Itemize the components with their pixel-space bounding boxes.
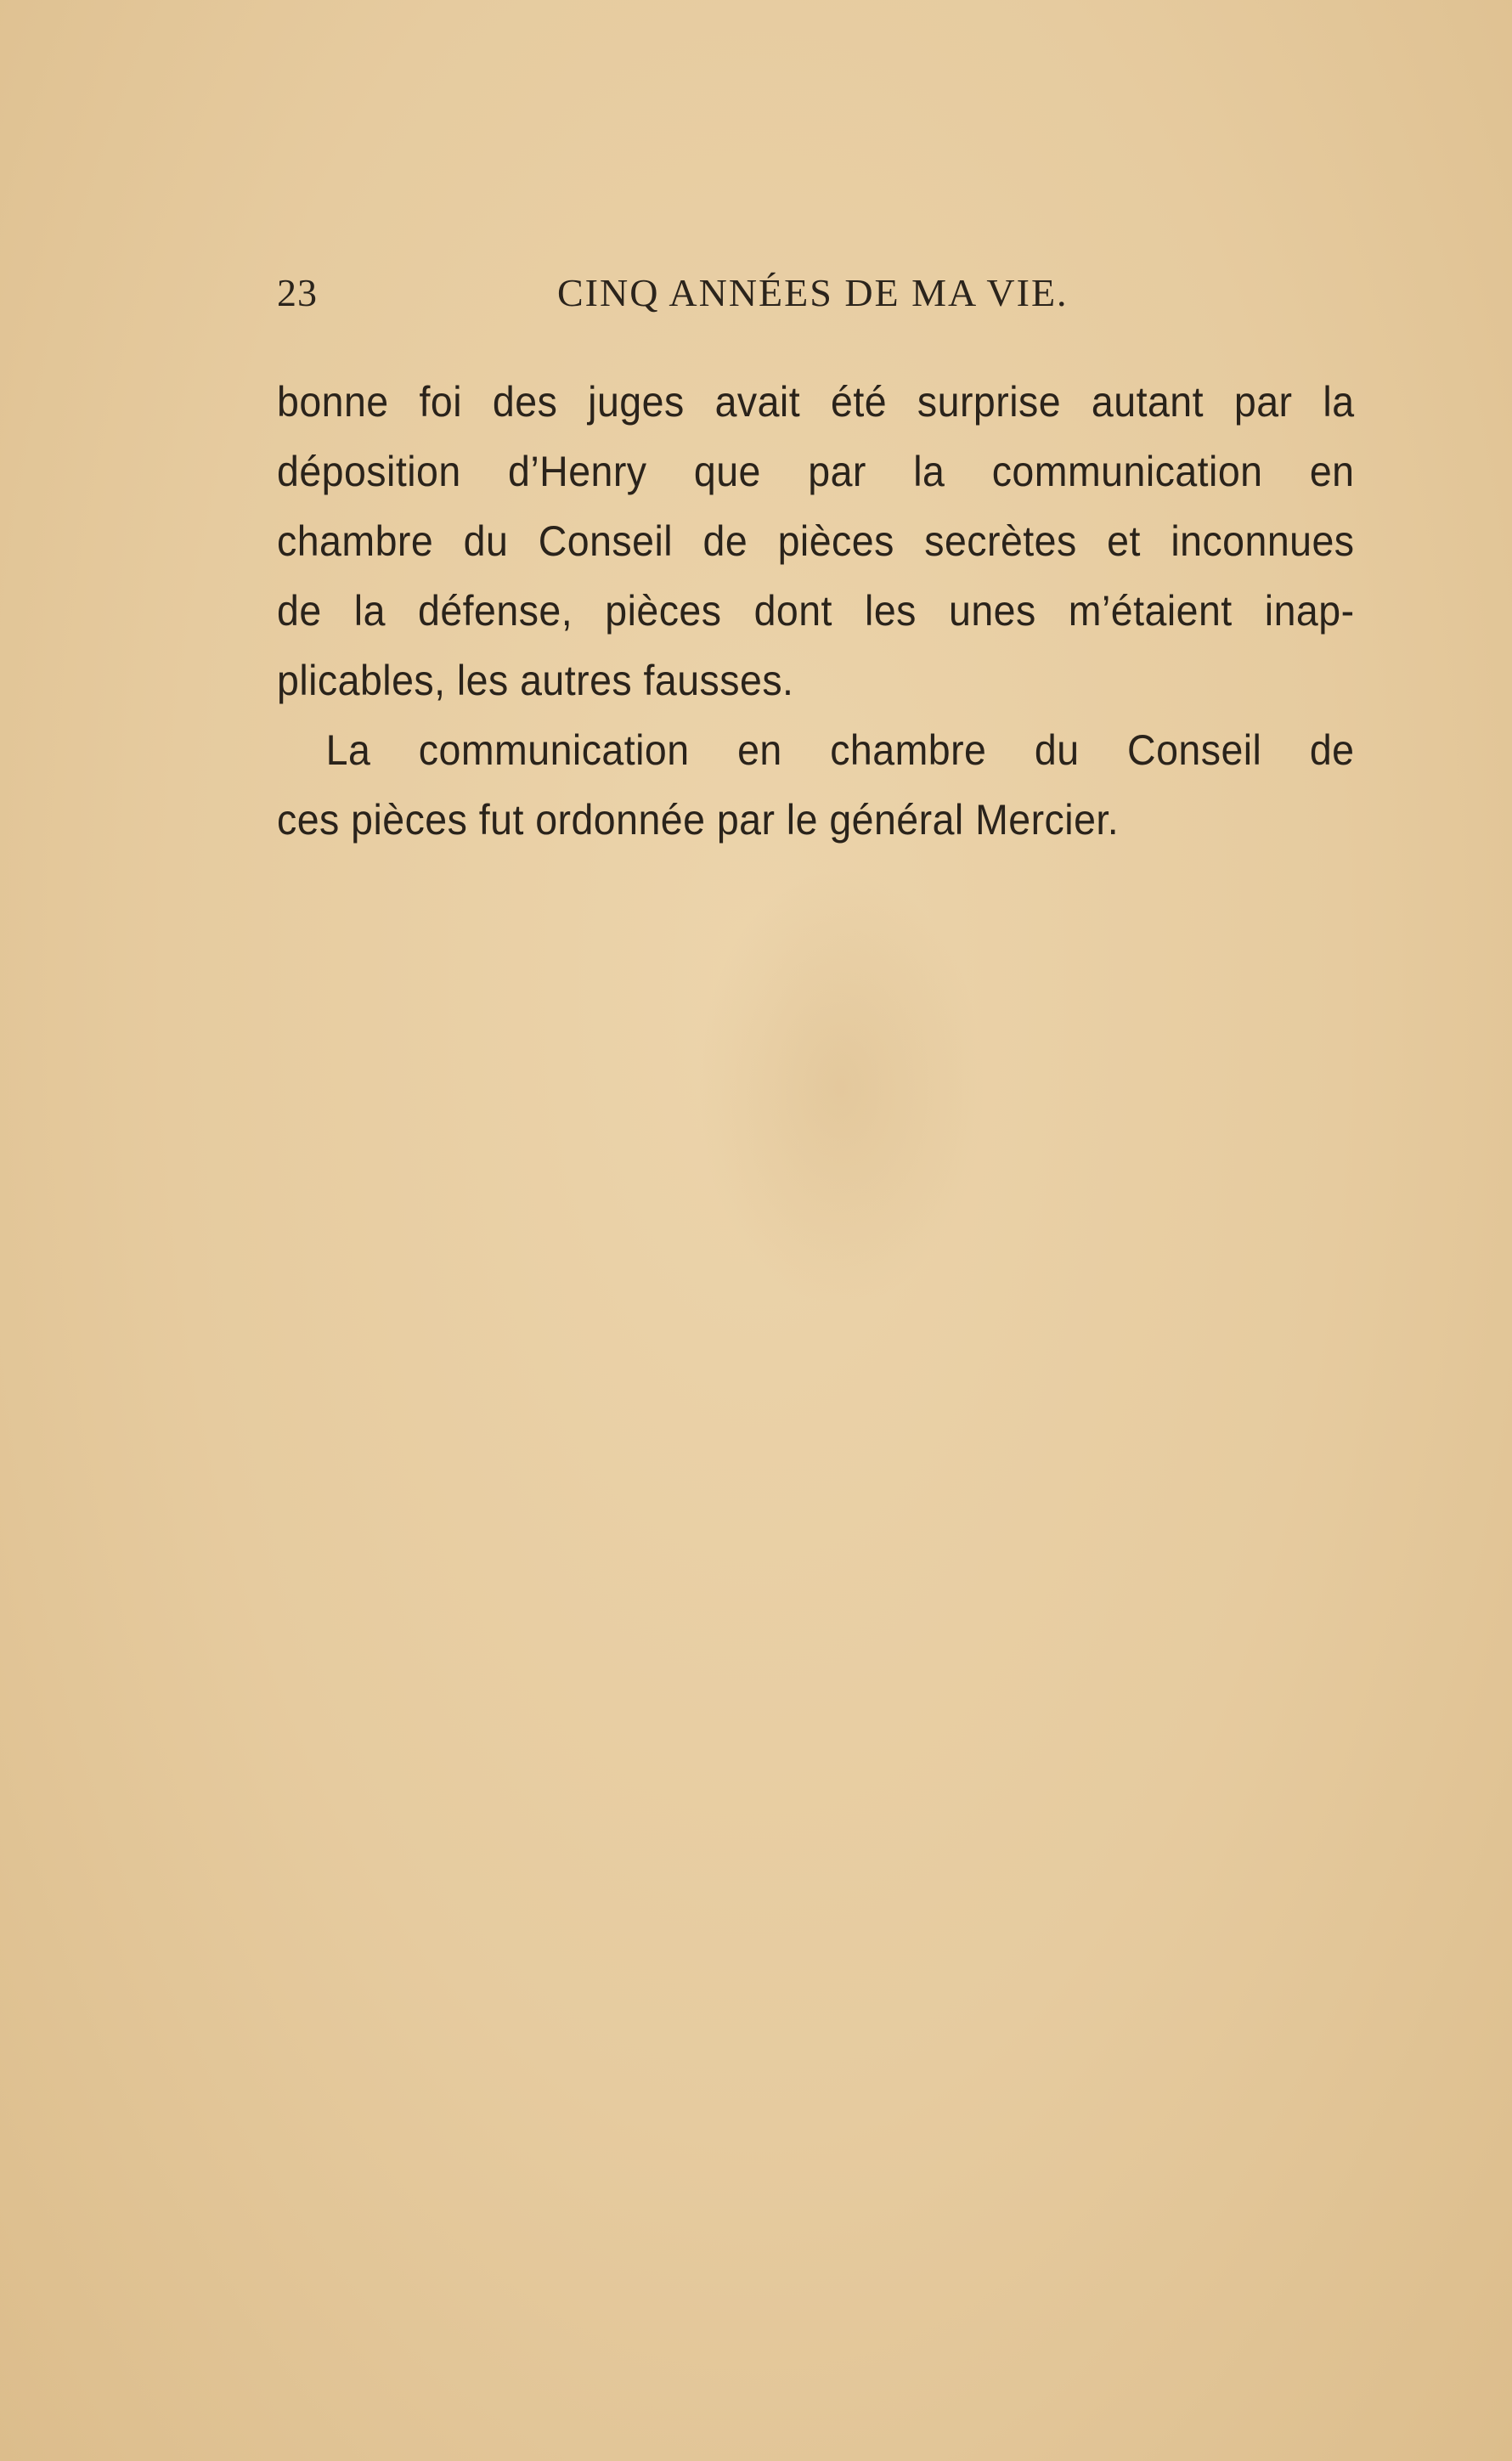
- text-line: de la défense, pièces dont les unes m’étaient inap-: [277, 587, 1355, 635]
- text-line: La communication en chambre du Conseil de: [325, 726, 1355, 774]
- text-line: déposition d’Henry que par la communication en: [277, 448, 1355, 495]
- body-text: [277, 367, 1355, 855]
- running-title: CINQ ANNÉES DE MA VIE.: [557, 271, 1069, 314]
- text-line: plicables, les autres fausses.: [277, 657, 794, 704]
- page-number: 23: [277, 271, 318, 314]
- text-line: ces pièces fut ordonnée par le général Mercier.: [277, 796, 1120, 844]
- page-header: [277, 270, 1356, 330]
- text-line: bonne foi des juges avait été surprise autant par la: [277, 378, 1355, 426]
- paper-stain: [697, 866, 985, 1308]
- text-line: chambre du Conseil de pièces secrètes et inconnues: [277, 517, 1355, 565]
